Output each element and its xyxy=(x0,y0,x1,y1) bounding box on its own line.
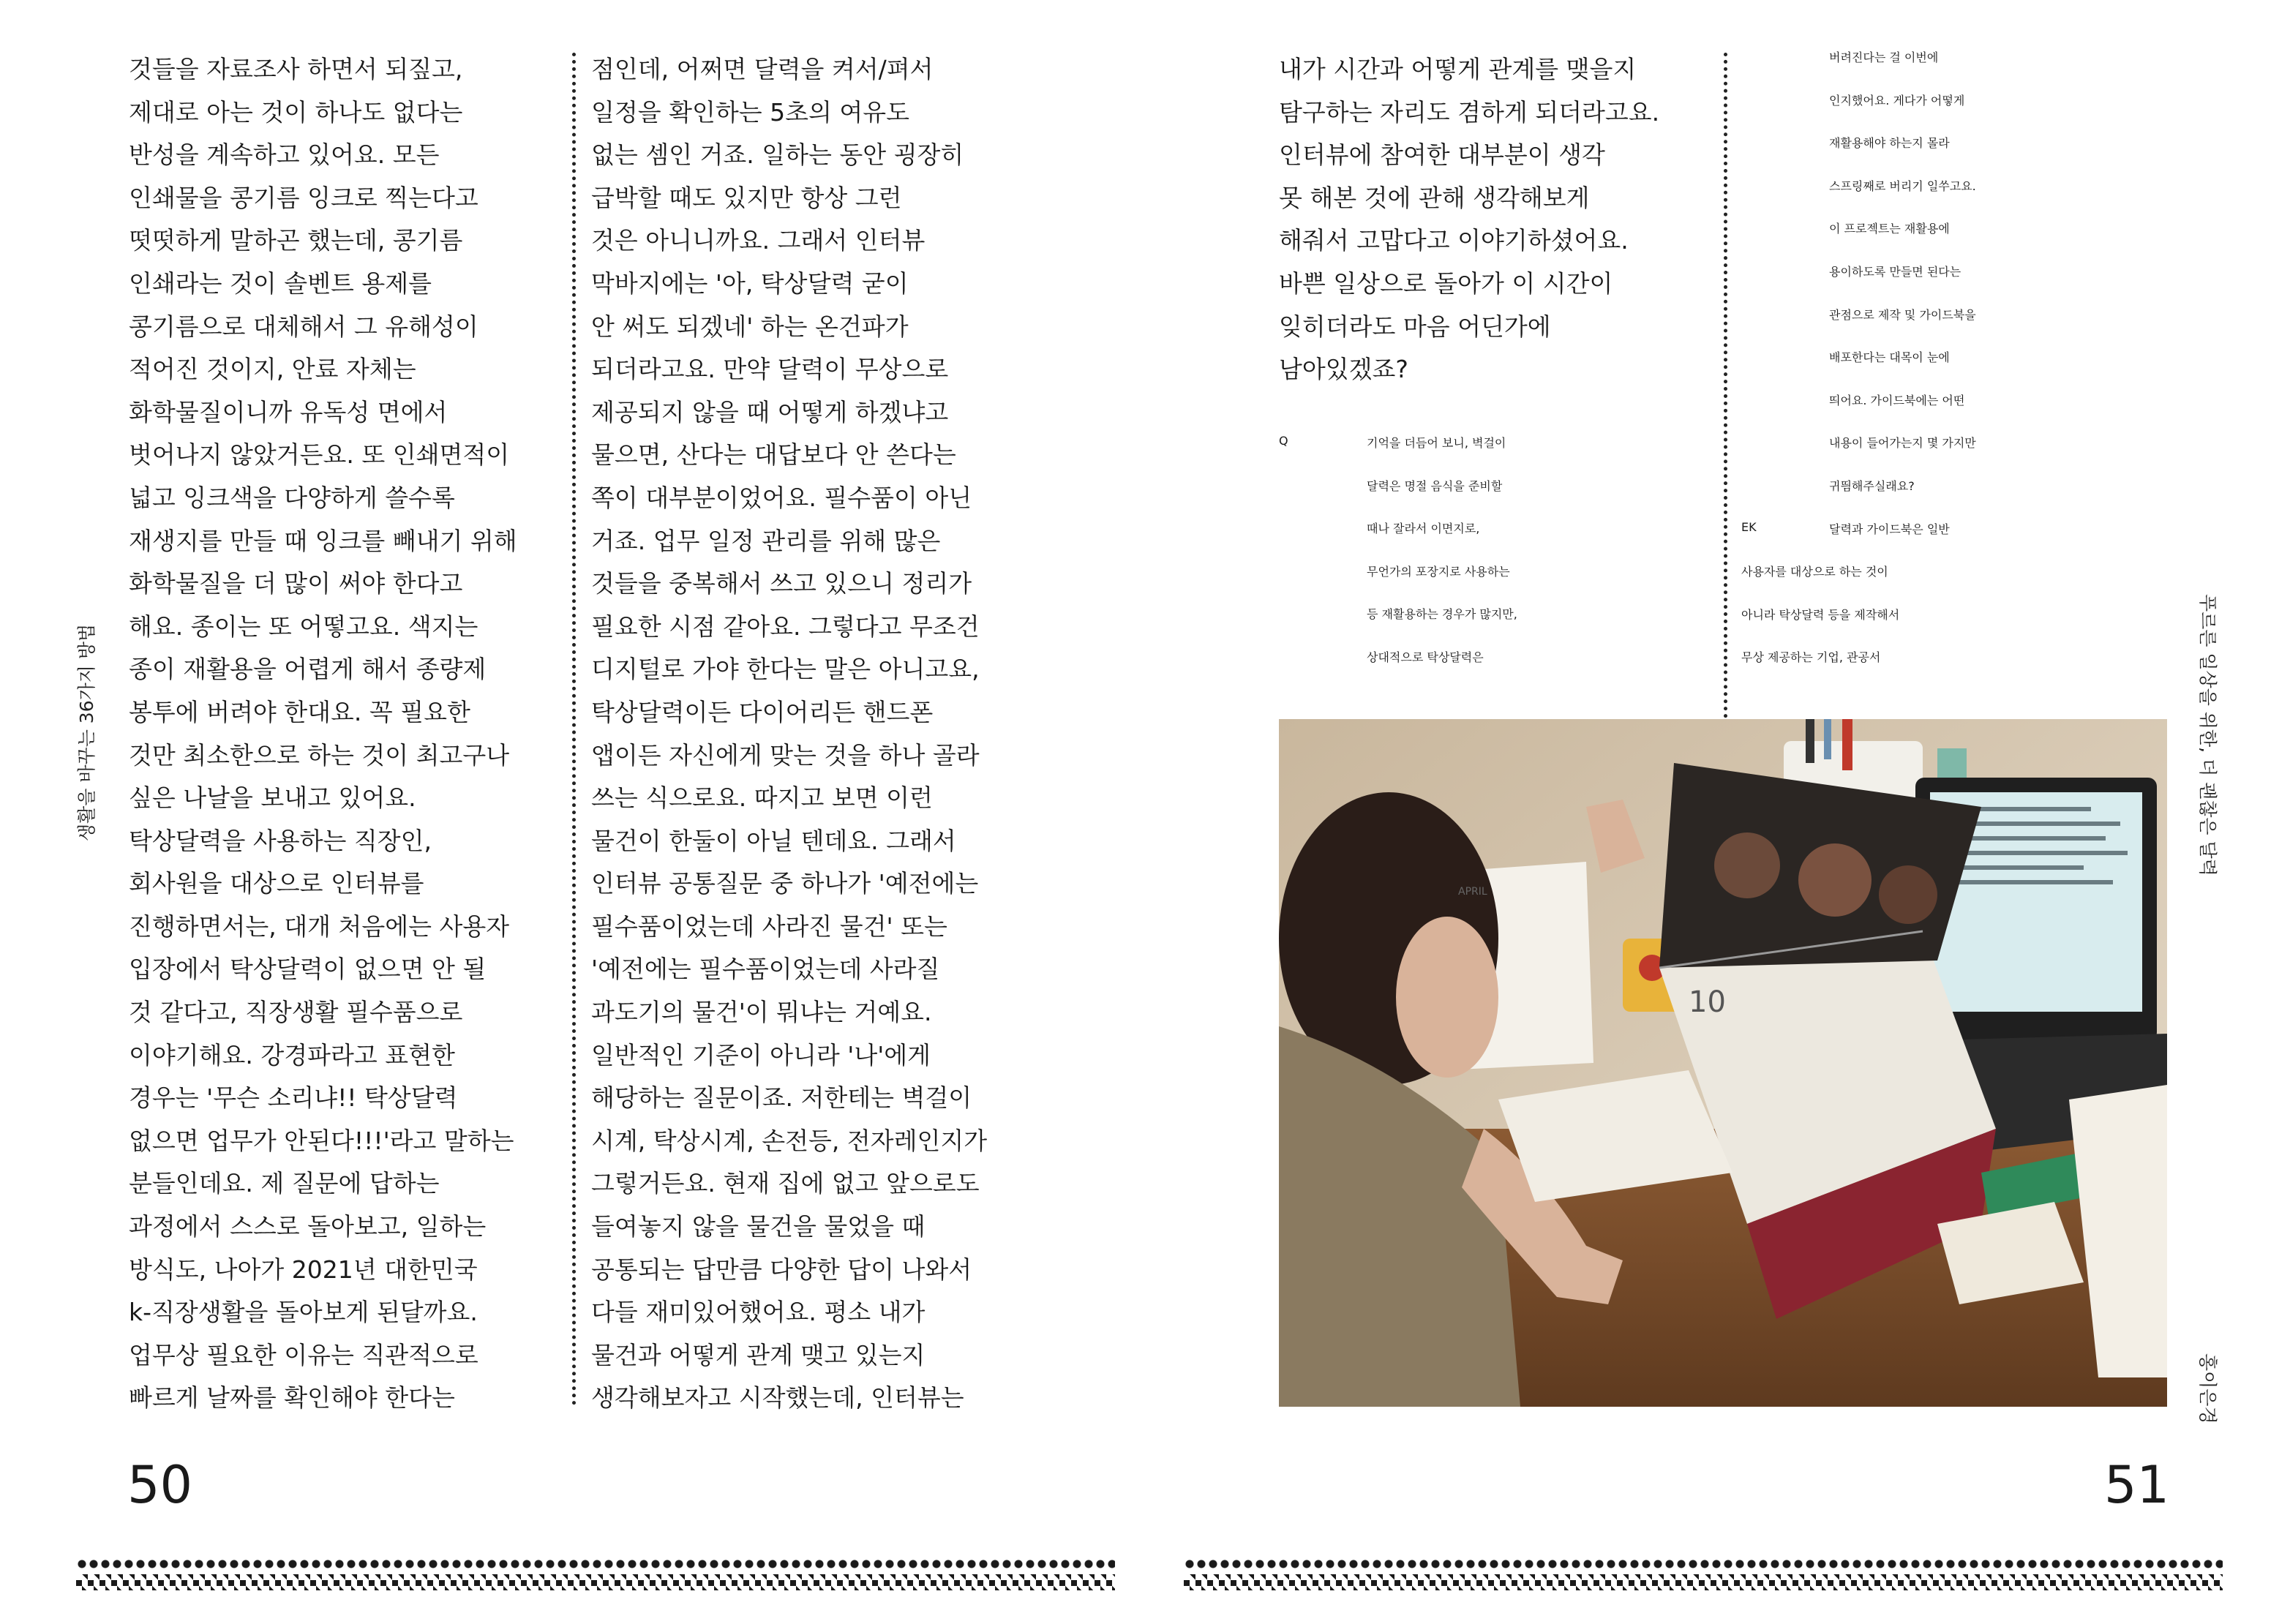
text-line: 경우는 '무슨 소리냐!! 탁상달력 xyxy=(129,1083,458,1113)
text-line: '예전에는 필수품이었는데 사라질 xyxy=(591,955,940,984)
text-line: 것만 최소한으로 하는 것이 최고구나 xyxy=(129,740,510,770)
text-line: 해당하는 질문이죠. 저한테는 벽걸이 xyxy=(591,1083,972,1113)
text-line: 제대로 아는 것이 하나도 없다는 xyxy=(129,97,463,127)
text-line: 급박할 때도 있지만 항상 그런 xyxy=(591,183,902,212)
right-side-label-bottom: 홍이은경 xyxy=(2197,1353,2218,1424)
text-line: 인쇄라는 것이 솔벤트 용제를 xyxy=(129,268,432,298)
text-line: 들여놓지 않을 물건을 물었을 때 xyxy=(591,1212,926,1241)
text-line: 종이 재활용을 어렵게 해서 종량제 xyxy=(129,655,487,684)
column-divider-left xyxy=(572,53,576,1406)
left-column-1 xyxy=(129,48,517,1420)
photo-wall-calendar-label: APRIL xyxy=(1458,886,1487,898)
magazine-spread: 것들을 자료조사 하면서 되짚고, 제대로 아는 것이 하나도 없다는 반성을 계속하고 있어요. 모든 인쇄물을 콩기름 잉크로 찍는다고 떳떳하게 말하곤 했는데, 콩기름 인쇄라는 것이 솔벤트 용제를 콩기름으로 대체해서 그 유해성이 적어진 것이지, 안료 자체는 화학물질이니까 유독성 면에서 벗어나지 않았거든요. 또 인쇄면적이 넓고 잉크색을 다양하게 쓸수록 재생지를 만들 때 잉크를 빼내기 위해 화학물질을 더 많이 써야 한다고 해요. 종이는 또 어떻고요. 색지는 종이 재활용을 어렵게 해서 종량제 봉투에 버려야 한대요. 꼭 필요한 것만 최소한으로 하는 것이 최고구나 싶은 나날을 보내고 있어요. 탁상달력을 사용하는 직장인, 회사원을 대상으로 인터뷰를 진행하면서는, 대개 처음에는 사용자 입장에서 탁상달력이 없으면 안 될 것 같다고, 직장생활 필수품으로 이야기해요. 강경파라고 표현한 경우는 '무슨 소리냐!! 탁상달력 없으면 업무가 안된다!!!'라고 말하는 분들인데요. 제 질문에 답하는 과정에서 스스로 돌아보고, 일하는 방식도, 나아가 2021년 대한민국 k-직장생활을 돌아보게 된달까요. 업무상 필요한 이유는 직관적으로 빠르게 날짜를 확인해야 한다는 점인데, 어쩌면 달력을 켜서/펴서 일정을 확인하는 5초의 여유도 없는 셈인 거죠. 일하는 동안 굉장히 급박할 때도 있지만 항상 그런 것은 아니니까요. 그래서 인터뷰 막바지에는 '아, 탁상달력 굳이 안 써도 되겠네' 하는 온건파가 되더라고요. 만약 달력이 무상으로 제공되지 않을 때 어떻게 하겠냐고 물으면, 산다는 대답보다 안 쓴다는 쪽이 대부분이었어요. 필수품이 아닌 거죠. 업무 일정 관리를 위해 많은 것들을 중복해서 쓰고 있으니 정리가 필요한 시점 같아요. 그렇다고 무조건 디지털로 가야 한다는 말은 아니고요, 탁상달력이든 다이어리든 핸드폰 앱이든 자신에게 맞는 것을 하나 골라 쓰는 식으로요. 따지고 보면 이런 물건이 한둘이 아닐 텐데요. 그래서 인터뷰 공통질문 중 하나가 '예전에는 필수품이었는데 사라진 물건' 또는 '예전에는 필수품이었는데 사라질 과도기의 물건'이 뭐냐는 거예요. 일반적인 기준이 아니라 '나'에게 해당하는 질문이죠. 저한테는 벽걸이 시계, 탁상시계, 손전등, 전자레인지가 그렇거든요. 현재 집에 없고 앞으로도 들여놓지 않을 물건을 물었을 때 공통되는 답만큼 다양한 답이 나와서 다들 재미있어했어요. 평소 내가 물건과 어떻게 관계 맺고 있는지 생각해보자고 시작했는데, 인터뷰는 생활을 바꾸는 36가지 방법 50 내가 시간과 어떻게 관계를 맺을지 탐구하는 자리도 겸하게 되더라고요. 인터뷰에 참여한 대부분이 생각 못 해본 것에 관해 생각해보게 해줘서 고맙다고 이야기하셨어요. 바쁜 일상으로 돌아가 이 시간이 잊히더라도 마음 어딘가에 남아있겠죠? Q 기억을 더듬어 보니, 벽걸이 달력은 명절 음식을 준비할 때나 잘라서 이면지로, 무언가의 포장지로 사용하는 등 재활용하는 경우가 많지만, 상대적으로 탁상달력은 버려진다는 걸 이번에 인지했어요. 게다가 어떻게 재활용해야 하는지 몰라 스프링째로 버리기 일쑤고요. 이 프로젝트는 재활용에 용이하도록 만들면 된다는 관점으로 제작 및 가이드북을 배포한다는 대목이 눈에 띄어요. 가이드북에는 어떤 내용이 들어가는지 몇 가지만 귀띔해주실래요? EK 달력과 가이드북은 일반 사용자를 대상으로 하는 것이 아니라 탁상달력 등을 제작해서 무상 제공하는 기업, 관공서 10 APRIL 푸르른 일상을 위한, 더 괜찮은 달력 홍이은경 51 xyxy=(0,0,2290,1624)
text-line: 물건이 한둘이 아닐 텐데요. 그래서 xyxy=(591,826,956,855)
text-line: 없는 셈인 거죠. 일하는 동안 굉장히 xyxy=(591,140,964,170)
question-mark: Q xyxy=(1279,434,1288,448)
text-line: 진행하면서는, 대개 처음에는 사용자 xyxy=(129,911,510,941)
text-line: 잊히더라도 마음 어딘가에 xyxy=(1279,312,1551,341)
text-line: 떳떳하게 말하곤 했는데, 콩기름 xyxy=(129,226,463,255)
text-line: 빠르게 날짜를 확인해야 한다는 xyxy=(129,1383,455,1413)
text-line: 과도기의 물건'이 뭐냐는 거예요. xyxy=(591,998,932,1027)
text-line: 업무상 필요한 이유는 직관적으로 xyxy=(129,1340,478,1369)
text-line: k-직장생활을 돌아보게 된달까요. xyxy=(129,1298,478,1327)
text-line: 되더라고요. 만약 달력이 무상으로 xyxy=(591,355,949,384)
text-line: 공통되는 답만큼 다양한 답이 나와서 xyxy=(591,1255,972,1284)
left-column-2 xyxy=(591,48,987,1420)
text-line: 재생지를 만들 때 잉크를 빼내기 위해 xyxy=(129,526,517,555)
checker-border-left xyxy=(76,1558,1115,1590)
text-line: 생각해보자고 시작했는데, 인터뷰는 xyxy=(591,1383,964,1413)
left-side-label: 생활을 바꾸는 36가지 방법 xyxy=(76,623,97,841)
text-line: 것들을 중복해서 쓰고 있으니 정리가 xyxy=(591,569,972,598)
text-line: 시계, 탁상시계, 손전등, 전자레인지가 xyxy=(591,1126,988,1155)
text-line: 인터뷰 공통질문 중 하나가 '예전에는 xyxy=(591,869,979,898)
text-line: 바쁜 일상으로 돌아가 이 시간이 xyxy=(1279,268,1613,298)
text-line: 쪽이 대부분이었어요. 필수품이 아닌 xyxy=(591,483,972,512)
text-line: 것들을 자료조사 하면서 되짚고, xyxy=(129,55,463,83)
text-line: 해요. 종이는 또 어떻고요. 색지는 xyxy=(129,612,478,641)
column-divider-right xyxy=(1724,53,1727,718)
text-line: 콩기름으로 대체해서 그 유해성이 xyxy=(129,312,478,341)
text-line: 일반적인 기준이 아니라 '나'에게 xyxy=(591,1040,931,1069)
text-line: 다들 재미있어했어요. 평소 내가 xyxy=(591,1298,926,1327)
checker-border-right xyxy=(1184,1558,2223,1590)
text-line: 탁상달력을 사용하는 직장인, xyxy=(129,826,432,855)
text-line: 디지털로 가야 한다는 말은 아니고요, xyxy=(591,655,980,684)
text-line: 막바지에는 '아, 탁상달력 굳이 xyxy=(591,268,909,298)
text-line: 화학물질이니까 유독성 면에서 xyxy=(129,397,448,426)
photo-illustration xyxy=(1279,719,2167,1407)
text-line: 싶은 나날을 보내고 있어요. xyxy=(129,783,416,813)
text-line: 화학물질을 더 많이 써야 한다고 xyxy=(129,569,463,598)
text-line: 필요한 시점 같아요. 그렇다고 무조건 xyxy=(591,612,980,641)
text-line: 과정에서 스스로 돌아보고, 일하는 xyxy=(129,1212,487,1241)
text-line: 못 해본 것에 관해 생각해보게 xyxy=(1279,183,1590,212)
text-line: 넓고 잉크색을 다양하게 쓸수록 xyxy=(129,483,455,512)
text-line: 필수품이었는데 사라진 물건' 또는 xyxy=(591,911,947,941)
photo-calendar-month: 10 xyxy=(1689,985,1726,1019)
text-line: 점인데, 어쩌면 달력을 켜서/펴서 xyxy=(591,55,934,83)
text-line: 없으면 업무가 안된다!!!'라고 말하는 xyxy=(129,1126,514,1155)
text-line: 적어진 것이지, 안료 자체는 xyxy=(129,355,416,384)
text-line: 일정을 확인하는 5초의 여유도 xyxy=(591,97,910,127)
text-line: 인터뷰에 참여한 대부분이 생각 xyxy=(1279,140,1605,170)
text-line: 물으면, 산다는 대답보다 안 쓴다는 xyxy=(591,440,956,470)
answer-mark: EK xyxy=(1741,519,1757,534)
page-number-left: 50 xyxy=(127,1455,193,1515)
text-line: 입장에서 탁상달력이 없으면 안 될 xyxy=(129,955,487,984)
text-line: 벗어나지 않았거든요. 또 인쇄면적이 xyxy=(129,440,510,470)
text-line: 회사원을 대상으로 인터뷰를 xyxy=(129,869,424,898)
text-line: 것은 아니니까요. 그래서 인터뷰 xyxy=(591,226,926,255)
text-line: 탁상달력이든 다이어리든 핸드폰 xyxy=(591,697,934,726)
text-line: 이야기해요. 강경파라고 표현한 xyxy=(129,1040,455,1069)
text-line: 봉투에 버려야 한대요. 꼭 필요한 xyxy=(129,697,470,726)
text-line: 탐구하는 자리도 겸하게 되더라고요. xyxy=(1279,97,1660,127)
page-number-right: 51 xyxy=(2104,1455,2170,1515)
text-line: 것 같다고, 직장생활 필수품으로 xyxy=(129,998,463,1027)
right-side-label-top: 푸르른 일상을 위한, 더 괜찮은 달력 xyxy=(2197,594,2218,876)
text-line: 내가 시간과 어떻게 관계를 맺을지 xyxy=(1279,55,1637,83)
text-line: 앱이든 자신에게 맞는 것을 하나 골라 xyxy=(591,740,980,770)
right-column-1 xyxy=(1279,48,1659,391)
text-line: 거죠. 업무 일정 관리를 위해 많은 xyxy=(591,526,941,555)
text-line: 그렇거든요. 현재 집에 없고 앞으로도 xyxy=(591,1169,980,1198)
text-line: 분들인데요. 제 질문에 답하는 xyxy=(129,1169,440,1198)
text-line: 인쇄물을 콩기름 잉크로 찍는다고 xyxy=(129,183,478,212)
text-line: 남아있겠죠? xyxy=(1279,355,1408,384)
text-line: 물건과 어떻게 관계 맺고 있는지 xyxy=(591,1340,926,1369)
text-line: 반성을 계속하고 있어요. 모든 xyxy=(129,140,440,170)
text-line: 제공되지 않을 때 어떻게 하겠냐고 xyxy=(591,397,949,426)
text-line: 안 써도 되겠네' 하는 온건파가 xyxy=(591,312,909,341)
text-line: 쓰는 식으로요. 따지고 보면 이런 xyxy=(591,783,933,813)
text-line: 해줘서 고맙다고 이야기하셨어요. xyxy=(1279,226,1629,255)
text-line: 방식도, 나아가 2021년 대한민국 xyxy=(129,1255,478,1284)
photo-person-reading-calendar xyxy=(1279,719,2167,1407)
